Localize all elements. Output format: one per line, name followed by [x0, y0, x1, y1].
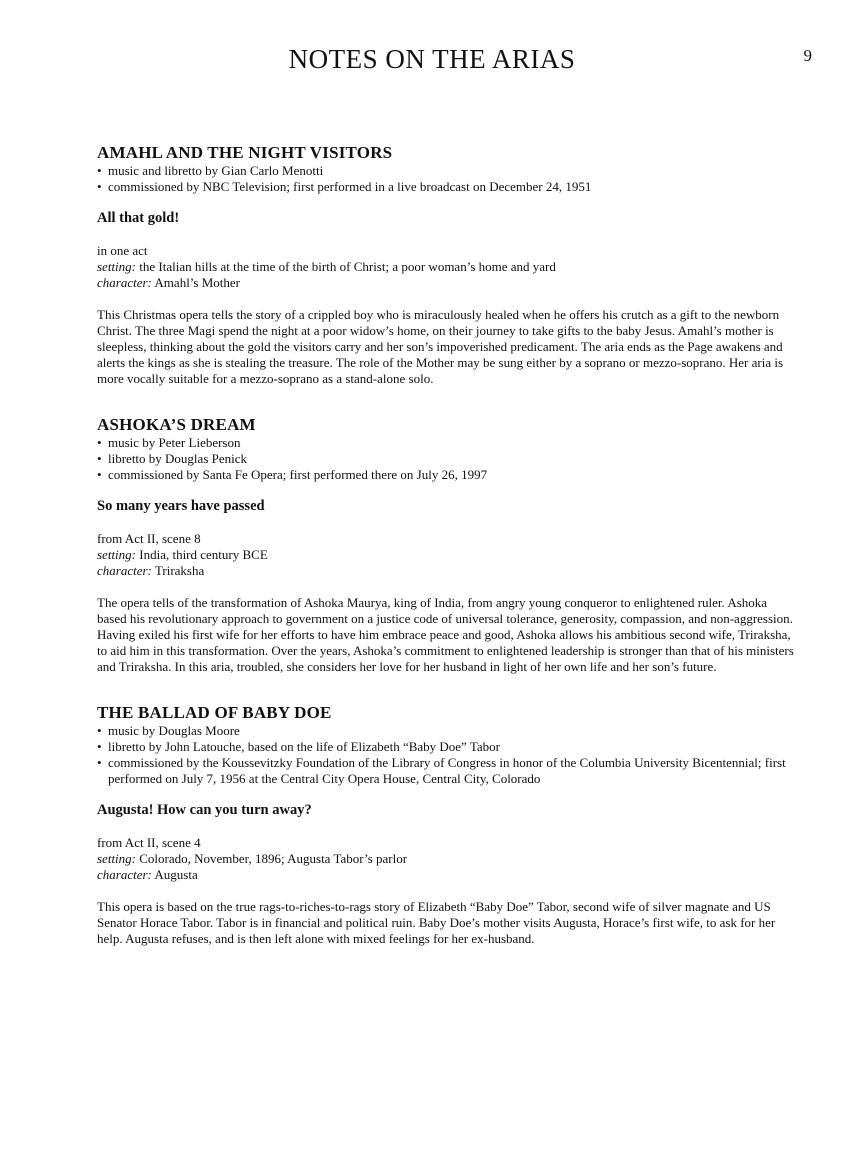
setting-label: setting:: [97, 851, 136, 866]
opera-title: AMAHL AND THE NIGHT VISITORS: [97, 143, 393, 162]
character-label: character:: [97, 867, 152, 882]
opera-section-amahl: [97, 143, 797, 387]
setting-value: the Italian hills at the time of the birth of Christ; a poor woman’s home and yard: [139, 259, 556, 274]
aria-title: So many years have passed: [97, 498, 265, 514]
setting-value: India, third century BCE: [139, 547, 268, 562]
credit-item: • libretto by Douglas Penick: [97, 451, 797, 467]
setting-label: setting:: [97, 259, 136, 274]
credit-item: • commissioned by Santa Fe Opera; first performed there on July 26, 1997: [97, 467, 797, 483]
setting-value: Colorado, November, 1896; Augusta Tabor’s parlor: [139, 851, 408, 866]
setting-label: setting:: [97, 547, 136, 562]
aria-meta: [97, 531, 797, 579]
opera-section-baby-doe: [97, 703, 797, 947]
aria-meta: [97, 243, 797, 291]
aria-setting: [97, 851, 797, 867]
character-value: Amahl’s Mother: [154, 275, 240, 290]
aria-title: Augusta! How can you turn away?: [97, 802, 312, 818]
aria-title: All that gold!: [97, 210, 180, 226]
credit-item: • music and libretto by Gian Carlo Menotti: [97, 163, 797, 179]
credit-item: • music by Peter Lieberson: [97, 435, 797, 451]
aria-setting: [97, 547, 797, 563]
opera-section-ashoka: [97, 415, 797, 675]
opera-description: This Christmas opera tells the story of a crippled boy who is miraculously healed when he offers his crutch as a gift to the newborn Christ. The three Magi spend the night at a poor widow’s home, on their journey to take gifts to the baby Jesus. Amahl’s mother is sleepless, thinking about the gold the visitors carry and her son’s impoverished predicament. The aria ends as the Page awakens and alerts the kings as she is stealing the treasure. The role of the Mother may be sung either by a soprano or mezzo-soprano. Her aria is more vocally suitable for a mezzo-soprano as a stand-alone solo.: [97, 307, 784, 386]
aria-setting: [97, 259, 797, 275]
character-label: character:: [97, 563, 152, 578]
opera-credits: [97, 163, 797, 195]
aria-meta: [97, 835, 797, 883]
opera-title: THE BALLAD OF BABY DOE: [97, 703, 332, 722]
aria-location: from Act II, scene 4: [97, 835, 201, 850]
opera-description: The opera tells of the transformation of Ashoka Maurya, king of India, from angry young conqueror to enlightened ruler. Ashoka based his revolutionary approach to government on a justice code of universal tolerance, generosity, compassion, and non-aggression. Having exiled his first wife for her efforts to have him embrace peace and good, Ashoka allows his ambitious second wife, Triraksha, to aid him in this transformation. Over the years, Ashoka’s commitment to enlightened leadership is stronger than that of his ministers and Triraksha. In this aria, troubled, she considers her love for her husband in light of her own life and her son’s future.: [97, 595, 794, 674]
credit-item: • music by Douglas Moore: [97, 723, 797, 739]
credit-item: • libretto by John Latouche, based on the life of Elizabeth “Baby Doe” Tabor: [97, 739, 797, 755]
page-number: 9: [803, 46, 812, 65]
aria-location: from Act II, scene 8: [97, 531, 201, 546]
character-label: character:: [97, 275, 152, 290]
aria-location: in one act: [97, 243, 148, 258]
character-value: Triraksha: [154, 563, 205, 578]
content: [97, 143, 797, 975]
credit-item: • commissioned by NBC Television; first performed in a live broadcast on December 24, 1951: [97, 179, 797, 195]
opera-description: This opera is based on the true rags-to-riches-to-rags story of Elizabeth “Baby Doe” Tabor, second wife of silver magnate and US Senator Horace Tabor. Tabor is in financial and political ruin. Baby Doe’s mother visits Augusta, Horace’s first wife, to ask for her help. Augusta refuses, and is then left alone with mixed feelings for her ex-husband.: [97, 899, 776, 946]
opera-credits: [97, 435, 797, 483]
opera-title: ASHOKA’S DREAM: [97, 415, 256, 434]
page-title: NOTES ON THE ARIAS: [288, 44, 576, 74]
credit-item: • commissioned by the Koussevitzky Foundation of the Library of Congress in honor of the Columbia University Bicentennial; first performed on July 7, 1956 at the Central City Opera House, Central City, Colorado: [97, 755, 797, 787]
opera-credits: [97, 723, 797, 787]
aria-character: [97, 867, 797, 883]
character-value: Augusta: [154, 867, 198, 882]
aria-character: [97, 275, 797, 291]
aria-character: [97, 563, 797, 579]
